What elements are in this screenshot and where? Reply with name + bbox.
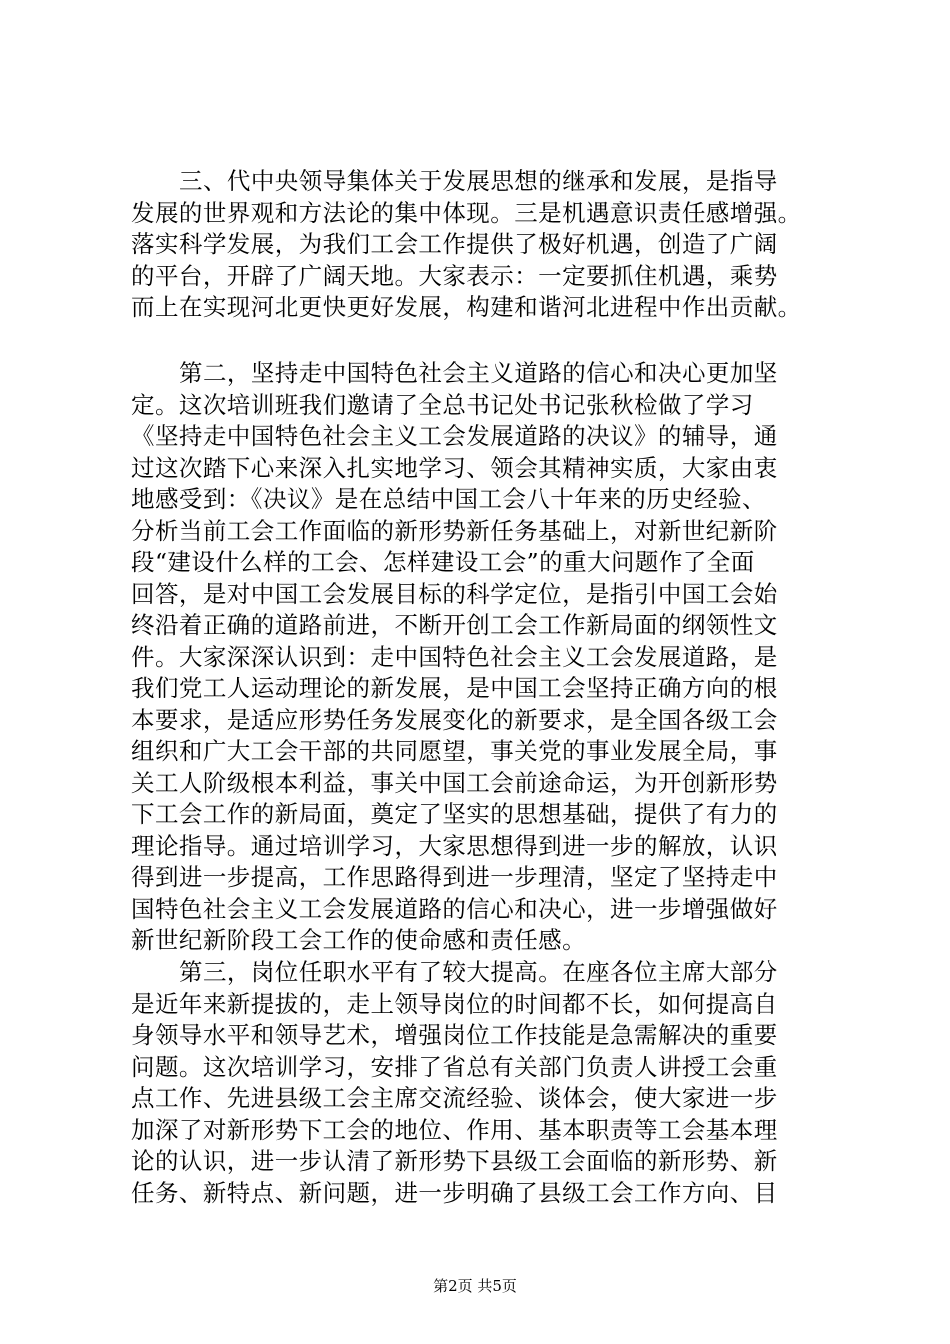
page-number-label: 第2页 共5页	[433, 1277, 517, 1295]
text-line: 落实科学发展，为我们工会工作提供了极好机遇，创造了广阔	[131, 230, 778, 258]
text-line: 回答，是对中国工会发展目标的科学定位，是指引中国工会始	[131, 579, 778, 608]
text-line: 问题。这次培训学习，安排了省总有关部门负责人讲授工会重	[131, 1052, 778, 1081]
text-line: 论的认识，进一步认清了新形势下县级工会面临的新形势、新	[131, 1147, 778, 1175]
text-line: 国特色社会主义工会发展道路的信心和决心，进一步增强做好	[131, 894, 778, 923]
text-line: 定。这次培训班我们邀请了全总书记处书记张秋检做了学习	[131, 390, 754, 419]
text-line: 过这次踏下心来深入扎实地学习、领会其精神实质，大家由衷	[131, 453, 778, 482]
page-footer	[0, 1276, 950, 1296]
text-line: 件。大家深深认识到：走中国特色社会主义工会发展道路，是	[131, 642, 778, 671]
text-line: 是近年来新提拔的，走上领导岗位的时间都不长，如何提高自	[131, 989, 778, 1018]
text-line: 段“建设什么样的工会、怎样建设工会”的重大问题作了全面	[131, 548, 755, 576]
paragraph-2	[131, 358, 831, 957]
paragraph-3	[131, 957, 831, 1209]
text-line: 的平台，开辟了广阔天地。大家表示：一定要抓住机遇，乘势	[131, 261, 778, 290]
text-line: 点工作、先进县级工会主席交流经验、谈体会，使大家进一步	[131, 1084, 778, 1112]
text-line: 而上在实现河北更快更好发展，构建和谐河北进程中作出贡献。	[131, 293, 802, 321]
text-line: 加深了对新形势下工会的地位、作用、基本职责等工会基本理	[131, 1115, 778, 1144]
text-line: 第三，岗位任职水平有了较大提高。在座各位主席大部分	[179, 958, 778, 986]
text-line: 发展的世界观和方法论的集中体现。三是机遇意识责任感增强。	[131, 198, 802, 227]
text-line: 理论指导。通过培训学习，大家思想得到进一步的解放，认识	[131, 831, 778, 860]
text-line: 分析当前工会工作面临的新形势新任务基础上，对新世纪新阶	[131, 516, 778, 545]
text-line: 任务、新特点、新问题，进一步明确了县级工会工作方向、目	[131, 1178, 778, 1207]
text-line: 得到进一步提高，工作思路得到进一步理清，坚定了坚持走中	[131, 863, 778, 891]
text-line: 本要求，是适应形势任务发展变化的新要求，是全国各级工会	[131, 705, 778, 734]
text-line: 下工会工作的新局面，奠定了坚实的思想基础，提供了有力的	[131, 800, 778, 828]
paragraph-1	[131, 166, 831, 324]
text-line: 三、代中央领导集体关于发展思想的继承和发展，是指导	[179, 167, 778, 195]
text-line: 第二，坚持走中国特色社会主义道路的信心和决心更加坚	[179, 359, 778, 387]
text-line: 身领导水平和领导艺术，增强岗位工作技能是急需解决的重要	[131, 1021, 778, 1049]
text-line: 我们党工人运动理论的新发展，是中国工会坚持正确方向的根	[131, 674, 778, 702]
text-line: 新世纪新阶段工会工作的使命感和责任感。	[131, 926, 587, 954]
text-line: 《坚持走中国特色社会主义工会发展道路的决议》的辅导，通	[131, 422, 778, 450]
text-line: 关工人阶级根本利益，事关中国工会前途命运，为开创新形势	[131, 768, 778, 797]
text-line: 终沿着正确的道路前进，不断开创工会工作新局面的纲领性文	[131, 611, 778, 639]
text-line: 地感受到：《决议》是在总结中国工会八十年来的历史经验、	[131, 485, 766, 513]
text-line: 组织和广大工会干部的共同愿望，事关党的事业发展全局，事	[131, 737, 778, 765]
